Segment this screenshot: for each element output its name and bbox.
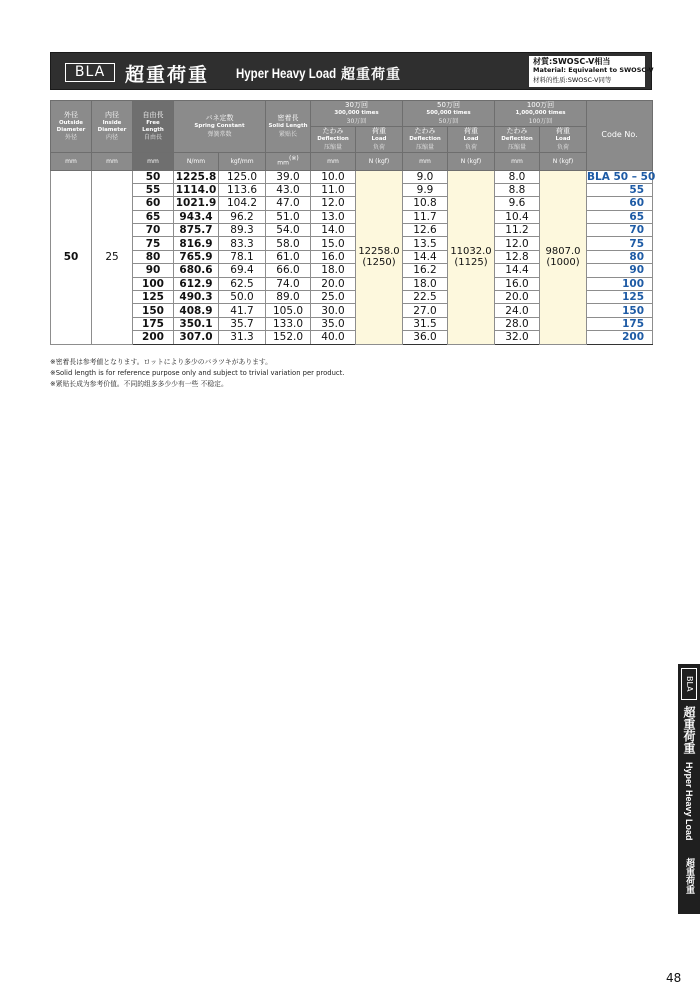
code-number-cell: 70: [587, 224, 653, 237]
free-length-cell: 125: [133, 291, 174, 304]
code-suffix: 50: [640, 170, 656, 183]
spring-kgf-cell: 69.4: [219, 264, 266, 277]
spring-kgf-cell: 125.0: [219, 170, 266, 183]
unit-free: mm: [133, 153, 174, 171]
load-300k-cell: [356, 170, 403, 344]
spring-kgf-cell: 104.2: [219, 197, 266, 210]
side-tab-jp: 超重荷重: [682, 706, 696, 754]
deflection-300k-cell: 10.0: [311, 170, 356, 183]
free-length-cell: 80: [133, 250, 174, 263]
code-number-cell: 175: [587, 317, 653, 330]
spring-n-cell: 1021.9: [174, 197, 219, 210]
deflection-500k-cell: 22.5: [403, 291, 448, 304]
code-number-cell: 55: [587, 183, 653, 196]
footnotes: [50, 357, 344, 390]
spring-n-cell: 875.7: [174, 224, 219, 237]
deflection-1m-cell: 11.2: [495, 224, 540, 237]
load-1m-cell: [540, 170, 587, 344]
unit-deflection-500k: mm: [403, 153, 448, 171]
code-number-cell: 60: [587, 197, 653, 210]
deflection-1m-cell: 28.0: [495, 317, 540, 330]
header-load-1m: 荷重 Load 负荷: [540, 127, 587, 153]
deflection-1m-cell: 10.4: [495, 210, 540, 223]
deflection-1m-cell: 9.6: [495, 197, 540, 210]
deflection-500k-cell: 14.4: [403, 250, 448, 263]
spring-kgf-cell: 83.3: [219, 237, 266, 250]
material-box: [529, 56, 654, 87]
header-deflection-500k: たわみ Deflection 压缩量: [403, 127, 448, 153]
solid-length-cell: 43.0: [266, 183, 311, 196]
header-code: Code No.: [587, 101, 653, 171]
deflection-300k-cell: 16.0: [311, 250, 356, 263]
load-1m-kgf: (1000): [546, 257, 580, 269]
code-number-cell: 65: [587, 210, 653, 223]
spring-n-cell: 612.9: [174, 277, 219, 290]
code-number-cell: 100: [587, 277, 653, 290]
side-index-tab: [678, 664, 700, 914]
page-number: 48: [666, 971, 682, 985]
deflection-300k-cell: 11.0: [311, 183, 356, 196]
table-row: [51, 170, 653, 183]
load-500k-kgf: (1125): [454, 257, 488, 269]
unit-deflection-300k: mm: [311, 153, 356, 171]
code-number-cell: 125: [587, 291, 653, 304]
unit-solid: mm(※): [266, 153, 311, 171]
deflection-1m-cell: 8.0: [495, 170, 540, 183]
unit-load-300k: N (kgf): [356, 153, 403, 171]
load-300k-kgf: (1250): [362, 257, 396, 269]
free-length-cell: 75: [133, 237, 174, 250]
solid-length-cell: 39.0: [266, 170, 311, 183]
header-load-300k: 荷重 Load 负荷: [356, 127, 403, 153]
free-length-cell: 100: [133, 277, 174, 290]
deflection-300k-cell: 20.0: [311, 277, 356, 290]
spring-kgf-cell: 50.0: [219, 291, 266, 304]
deflection-300k-cell: 40.0: [311, 331, 356, 344]
spring-kgf-cell: 41.7: [219, 304, 266, 317]
material-jp: 材質:SWOSC-V相当: [533, 57, 611, 66]
deflection-1m-cell: 12.0: [495, 237, 540, 250]
deflection-500k-cell: 9.0: [403, 170, 448, 183]
load-300k-n: 12258.0: [358, 246, 400, 258]
spring-n-cell: 1114.0: [174, 183, 219, 196]
deflection-500k-cell: 11.7: [403, 210, 448, 223]
unit-load-1m: N (kgf): [540, 153, 587, 171]
unit-spring-n: N/mm: [174, 153, 219, 171]
free-length-cell: 50: [133, 170, 174, 183]
spring-kgf-cell: 78.1: [219, 250, 266, 263]
spring-kgf-cell: 89.3: [219, 224, 266, 237]
spring-n-cell: 490.3: [174, 291, 219, 304]
header-load-500k: 荷重 Load 负荷: [448, 127, 495, 153]
unit-spring-kgf: kgf/mm: [219, 153, 266, 171]
note-en: ※Solid length is for reference purpose only and subject to trivial variation per product.: [50, 369, 345, 377]
deflection-500k-cell: 16.2: [403, 264, 448, 277]
header-inside: 内径 Inside Diameter 内径: [92, 101, 133, 153]
header-outside: 外径 Outside Diameter 外径: [51, 101, 92, 153]
spring-n-cell: 943.4: [174, 210, 219, 223]
spring-n-cell: 765.9: [174, 250, 219, 263]
spring-n-cell: 1225.8: [174, 170, 219, 183]
spring-kgf-cell: 62.5: [219, 277, 266, 290]
code-number-cell: 80: [587, 250, 653, 263]
spring-n-cell: 350.1: [174, 317, 219, 330]
spring-n-cell: 680.6: [174, 264, 219, 277]
header-bar: [50, 52, 652, 90]
material-en: Material: Equivalent to SWOSC-V: [533, 66, 654, 75]
solid-length-cell: 152.0: [266, 331, 311, 344]
deflection-1m-cell: 8.8: [495, 183, 540, 196]
deflection-300k-cell: 18.0: [311, 264, 356, 277]
spec-table: [50, 100, 656, 345]
spring-n-cell: 816.9: [174, 237, 219, 250]
solid-length-cell: 105.0: [266, 304, 311, 317]
title-english: Hyper Heavy Load: [236, 65, 337, 81]
deflection-500k-cell: 9.9: [403, 183, 448, 196]
header-free-length: 自由長 Free Length 自由長: [133, 101, 174, 153]
side-tab-en: Hyper Heavy Load: [684, 762, 694, 841]
deflection-500k-cell: 12.6: [403, 224, 448, 237]
deflection-1m-cell: 16.0: [495, 277, 540, 290]
solid-length-cell: 133.0: [266, 317, 311, 330]
solid-length-cell: 51.0: [266, 210, 311, 223]
note-jp: ※密着長は参考値となります。ロットにより多少のバラツキがあります。: [50, 358, 272, 366]
deflection-300k-cell: 15.0: [311, 237, 356, 250]
note-cn: ※紧贴长成为参考价值。不同的组多多少少有一些 不稳定。: [50, 380, 228, 388]
code-number-cell: 90: [587, 264, 653, 277]
deflection-500k-cell: 18.0: [403, 277, 448, 290]
header-spring-constant: バネ定数 Spring Constant 弹簧常数: [174, 101, 266, 153]
deflection-300k-cell: 25.0: [311, 291, 356, 304]
deflection-1m-cell: 32.0: [495, 331, 540, 344]
code-number-cell: 75: [587, 237, 653, 250]
side-tab-cn: 超重荷重: [684, 858, 694, 894]
load-1m-n: 9807.0: [545, 246, 581, 258]
solid-length-cell: 58.0: [266, 237, 311, 250]
spring-n-cell: 408.9: [174, 304, 219, 317]
deflection-500k-cell: 10.8: [403, 197, 448, 210]
solid-length-cell: 54.0: [266, 224, 311, 237]
deflection-1m-cell: 20.0: [495, 291, 540, 304]
solid-length-cell: 74.0: [266, 277, 311, 290]
load-500k-n: 11032.0: [450, 246, 492, 258]
solid-length-cell: 89.0: [266, 291, 311, 304]
side-tab-badge: BLA: [681, 668, 697, 700]
spring-kgf-cell: 31.3: [219, 331, 266, 344]
free-length-cell: 65: [133, 210, 174, 223]
solid-length-cell: 47.0: [266, 197, 311, 210]
series-badge: BLA: [65, 63, 115, 82]
free-length-cell: 70: [133, 224, 174, 237]
deflection-500k-cell: 36.0: [403, 331, 448, 344]
title-japanese: 超重荷重: [125, 64, 210, 86]
spring-kgf-cell: 35.7: [219, 317, 266, 330]
code-number-cell: 200: [587, 331, 653, 344]
table-body: [51, 170, 656, 344]
deflection-1m-cell: 14.4: [495, 264, 540, 277]
solid-length-cell: 61.0: [266, 250, 311, 263]
free-length-cell: 90: [133, 264, 174, 277]
unit-inside: mm: [92, 153, 133, 171]
deflection-300k-cell: 35.0: [311, 317, 356, 330]
inside-diameter-cell: 25: [92, 170, 133, 344]
load-500k-cell: [448, 170, 495, 344]
code-prefix: BLA 50 –: [587, 170, 638, 183]
header-deflection-300k: たわみ Deflection 压缩量: [311, 127, 356, 153]
deflection-500k-cell: 27.0: [403, 304, 448, 317]
outside-diameter-cell: 50: [51, 170, 92, 344]
unit-outside: mm: [51, 153, 92, 171]
header-500k: 50万回 500,000 times 50万回: [403, 101, 495, 127]
free-length-cell: 60: [133, 197, 174, 210]
spring-kgf-cell: 96.2: [219, 210, 266, 223]
deflection-1m-cell: 12.8: [495, 250, 540, 263]
spring-kgf-cell: 113.6: [219, 183, 266, 196]
title-chinese: 超重荷重: [341, 67, 401, 83]
solid-length-cell: 66.0: [266, 264, 311, 277]
deflection-1m-cell: 24.0: [495, 304, 540, 317]
header-solid-length: 密着長 Solid Length 紧贴长: [266, 101, 311, 153]
deflection-300k-cell: 12.0: [311, 197, 356, 210]
free-length-cell: 150: [133, 304, 174, 317]
material-cn: 材料的性质:SWOSC-V同等: [533, 75, 612, 84]
free-length-cell: 200: [133, 331, 174, 344]
header-1m: 100万回 1,000,000 times 100万回: [495, 101, 587, 127]
header-deflection-1m: たわみ Deflection 压缩量: [495, 127, 540, 153]
unit-deflection-1m: mm: [495, 153, 540, 171]
deflection-500k-cell: 13.5: [403, 237, 448, 250]
code-number-cell: 150: [587, 304, 653, 317]
free-length-cell: 175: [133, 317, 174, 330]
header-300k: 30万回 300,000 times 30万回: [311, 101, 403, 127]
deflection-300k-cell: 14.0: [311, 224, 356, 237]
deflection-500k-cell: 31.5: [403, 317, 448, 330]
deflection-300k-cell: 13.0: [311, 210, 356, 223]
deflection-300k-cell: 30.0: [311, 304, 356, 317]
code-number-cell: [587, 170, 656, 183]
spring-n-cell: 307.0: [174, 331, 219, 344]
unit-load-500k: N (kgf): [448, 153, 495, 171]
free-length-cell: 55: [133, 183, 174, 196]
